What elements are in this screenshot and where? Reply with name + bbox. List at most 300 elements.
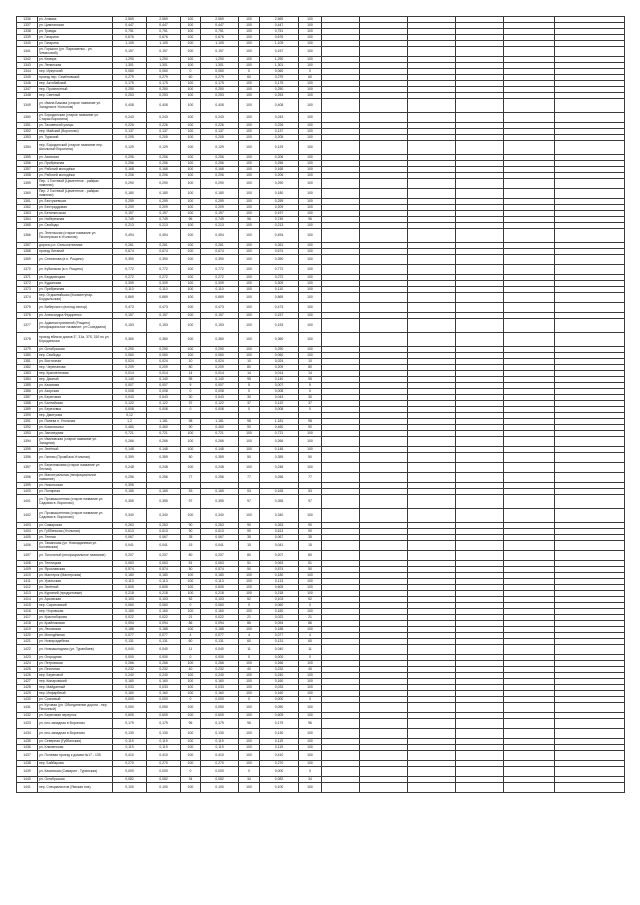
row-number-cell: 1392 [17, 425, 38, 431]
value-cell: 0,100 [260, 783, 299, 793]
value-cell: 0,209 [260, 205, 299, 211]
value-cell: 0,494 [260, 229, 299, 243]
value-cell: 15 [181, 541, 201, 551]
value-cell: 0,179 [113, 719, 147, 729]
value-cell: 100 [181, 255, 201, 265]
street-name-cell: ул. Березовка [38, 407, 113, 413]
value-cell: 100 [299, 591, 322, 597]
value-cell: 0,160 [201, 691, 239, 697]
value-cell: 100 [299, 23, 322, 29]
value-cell: 0,460 [147, 425, 181, 431]
empty-cell [360, 255, 408, 265]
value-cell: 0,360 [147, 333, 181, 347]
value-cell: 0,165 [147, 489, 181, 495]
empty-cell [456, 463, 504, 473]
value-cell: 100 [299, 167, 322, 173]
value-cell: 0,007 [260, 383, 299, 389]
row-number-cell: 1361 [17, 199, 38, 205]
value-cell: 95 [299, 377, 322, 383]
street-name-cell: проезд Литаний [38, 249, 113, 255]
value-cell: 100 [239, 265, 260, 275]
value-cell: 5 [299, 383, 322, 389]
value-cell: 0,060 [260, 603, 299, 609]
value-cell: 0,148 [201, 447, 239, 453]
value-cell: 0,207 [113, 551, 147, 561]
value-cell: 0,263 [113, 523, 147, 529]
table-row [17, 293, 625, 303]
value-cell: 100 [239, 93, 260, 99]
value-cell: 0,359 [260, 453, 299, 463]
value-cell: 0,218 [113, 591, 147, 597]
value-cell: 0,674 [113, 249, 147, 255]
value-cell: 98 [239, 419, 260, 425]
value-cell: 0,131 [260, 639, 299, 645]
row-number-cell: 1359 [17, 179, 38, 189]
value-cell: 90 [239, 523, 260, 529]
value-cell: 100 [239, 347, 260, 353]
street-name-cell: ул. Песочная [38, 667, 113, 673]
street-name-cell: проезд пер. Семёновский [38, 75, 113, 81]
value-cell: 0,110 [260, 287, 299, 293]
value-cell: 0,263 [147, 523, 181, 529]
value-cell: 0,355 [113, 495, 147, 509]
row-number-cell: 1353 [17, 135, 38, 141]
empty-cell [322, 645, 360, 655]
value-cell: 0,248 [147, 463, 181, 473]
value-cell: 0,160 [113, 691, 147, 697]
value-cell: 0,000 [260, 655, 299, 661]
value-cell: 100 [239, 573, 260, 579]
empty-cell [408, 333, 456, 347]
table-row [17, 99, 625, 113]
row-number-cell: 1350 [17, 113, 38, 123]
table-row [17, 333, 625, 347]
row-number-cell: 1397 [17, 463, 38, 473]
value-cell: 100 [181, 347, 201, 353]
value-cell: 15 [239, 541, 260, 551]
value-cell: 1,290 [147, 57, 181, 63]
value-cell: 0 [299, 69, 322, 75]
value-cell: 0,460 [113, 425, 147, 431]
value-cell: 0,180 [260, 189, 299, 199]
street-name-cell: ул. Азорская [38, 389, 113, 395]
empty-cell [322, 541, 360, 551]
value-cell: 0,040 [147, 645, 181, 655]
value-cell: 0,240 [113, 673, 147, 679]
value-cell: 0,473 [260, 303, 299, 313]
empty-cell [408, 99, 456, 113]
value-cell: 0,751 [113, 29, 147, 35]
table-row [17, 751, 625, 761]
value-cell: 90 [181, 523, 201, 529]
value-cell: 96 [181, 217, 201, 223]
value-cell: 100 [181, 243, 201, 249]
street-name-cell: ул. Кудыпская [38, 281, 113, 287]
value-cell: 100 [239, 249, 260, 255]
value-cell: 100 [299, 155, 322, 161]
empty-cell [408, 437, 456, 447]
street-name-cell: ул. Октябрьская [38, 347, 113, 353]
street-name-cell: ул. Азовская [38, 155, 113, 161]
value-cell: 0 [239, 767, 260, 777]
value-cell: 0,290 [113, 179, 147, 189]
empty-cell [504, 473, 555, 483]
street-name-cell: ул. Тахавеской улицы [38, 123, 113, 129]
value-cell: 60 [239, 639, 260, 645]
value-cell: 0,574 [201, 567, 239, 573]
row-number-cell: 1362 [17, 205, 38, 211]
value-cell: 96 [239, 217, 260, 223]
value-cell: 100 [181, 627, 201, 633]
street-name-cell: пер. Иркутский [38, 69, 113, 75]
value-cell: 0,869 [113, 293, 147, 303]
value-cell: 5 [239, 383, 260, 389]
value-cell: 0,213 [201, 223, 239, 229]
value-cell: 0 [299, 603, 322, 609]
value-cell: 100 [299, 685, 322, 691]
row-number-cell: 1379 [17, 347, 38, 353]
value-cell: 0,473 [113, 303, 147, 313]
empty-cell [456, 767, 504, 777]
value-cell: 0,674 [201, 249, 239, 255]
street-name-cell: ул. Зелёный [38, 447, 113, 453]
value-cell: 0,494 [201, 229, 239, 243]
value-cell: 37 [239, 401, 260, 407]
value-cell: 90 [299, 529, 322, 535]
value-cell: 77 [181, 473, 201, 483]
row-number-cell: 1423 [17, 655, 38, 661]
value-cell: 1,181 [260, 419, 299, 425]
value-cell: 0,259 [113, 199, 147, 205]
value-cell: 100 [299, 313, 322, 319]
value-cell: 0,243 [147, 113, 181, 123]
empty-cell [322, 767, 360, 777]
value-cell: 0,175 [201, 81, 239, 87]
value-cell: 100 [299, 691, 322, 697]
empty-cell [456, 719, 504, 729]
street-name-cell: пер. Инфарбный [38, 691, 113, 697]
row-number-cell: 1358 [17, 173, 38, 179]
value-cell: 0,130 [113, 729, 147, 739]
value-cell: 100 [239, 255, 260, 265]
value-cell: 40 [181, 667, 201, 673]
value-cell: 0,050 [201, 703, 239, 713]
value-cell: 0,175 [113, 81, 147, 87]
value-cell: 0,033 [260, 685, 299, 691]
empty-cell [504, 751, 555, 761]
value-cell: 0,148 [147, 447, 181, 453]
row-number-cell: 1336 [17, 17, 38, 23]
value-cell: 100 [299, 189, 322, 199]
street-name-cell: ул. Промышленная (старое название ул. Садовая в. Вороново) [38, 509, 113, 523]
value-cell: 0,197 [147, 211, 181, 217]
row-number-cell: 1352 [17, 129, 38, 135]
empty-cell [322, 179, 360, 189]
value-cell: 0,067 [201, 535, 239, 541]
empty-cell [555, 179, 625, 189]
value-cell: 0,256 [113, 473, 147, 483]
empty-cell [456, 509, 504, 523]
empty-cell [408, 509, 456, 523]
value-cell: 0,033 [201, 685, 239, 691]
value-cell: 100 [299, 199, 322, 205]
value-cell: 0,137 [113, 129, 147, 135]
empty-cell [456, 495, 504, 509]
value-cell: 0 [181, 697, 201, 703]
value-cell: 100 [181, 585, 201, 591]
row-number-cell: 1376 [17, 313, 38, 319]
value-cell: 21 [239, 615, 260, 621]
value-cell: 0,175 [147, 81, 181, 87]
value-cell: 0,240 [260, 673, 299, 679]
value-cell: 100 [239, 155, 260, 161]
value-cell: 0,160 [201, 679, 239, 685]
empty-cell [555, 463, 625, 473]
value-cell: 34 [299, 777, 322, 783]
empty-cell [360, 179, 408, 189]
value-cell: 100 [181, 99, 201, 113]
value-cell: 100 [181, 447, 201, 453]
value-cell: 100 [181, 679, 201, 685]
empty-cell [555, 509, 625, 523]
row-number-cell: 1413 [17, 591, 38, 597]
value-cell: 100 [181, 123, 201, 129]
empty-cell [555, 751, 625, 761]
value-cell: 0,008 [147, 407, 181, 413]
value-cell: 100 [181, 303, 201, 313]
value-cell: 0,180 [147, 573, 181, 579]
street-name-cell: ул. Петровская [38, 661, 113, 667]
value-cell: 100 [299, 141, 322, 155]
empty-cell [504, 47, 555, 57]
street-name-cell: ул. Магистральная (неофициальное название) [38, 473, 113, 483]
row-number-cell: 1344 [17, 69, 38, 75]
value-cell: 0,060 [113, 603, 147, 609]
row-number-cell: 1400 [17, 489, 38, 495]
value-cell: 100 [181, 293, 201, 303]
value-cell: 0,390 [201, 255, 239, 265]
row-number-cell: 1360 [17, 189, 38, 199]
empty-cell [360, 751, 408, 761]
value-cell: 2,569 [260, 17, 299, 23]
street-name-cell: ул. Гагарина [38, 41, 113, 47]
value-cell: 100 [239, 783, 260, 793]
value-cell: 0,160 [147, 691, 181, 697]
value-cell: 0,043 [260, 395, 299, 401]
row-number-cell: 1409 [17, 567, 38, 573]
value-cell: 14 [239, 371, 260, 377]
row-number-cell: 1342 [17, 57, 38, 63]
empty-cell [504, 99, 555, 113]
value-cell: 0,270 [201, 761, 239, 767]
row-number-cell: 1385 [17, 383, 38, 389]
street-name-cell: ул. Травды [38, 29, 113, 35]
street-name-cell: ул. Бетанкесская [38, 211, 113, 217]
row-number-cell: 1355 [17, 155, 38, 161]
street-name-cell: пер. Специалистов (Ямская пов) [38, 783, 113, 793]
value-cell: 0,243 [260, 113, 299, 123]
value-cell: 0,272 [147, 275, 181, 281]
value-cell: 0,605 [113, 713, 147, 719]
value-cell: 0,082 [201, 777, 239, 783]
street-name-cell: ул. Тенная [38, 535, 113, 541]
row-number-cell: 1393 [17, 431, 38, 437]
value-cell: 0,359 [113, 453, 147, 463]
street-name-cell: ул. Сосновый [38, 697, 113, 703]
row-number-cell: 1387 [17, 395, 38, 401]
empty-cell [555, 265, 625, 275]
value-cell: 0,206 [113, 173, 147, 179]
value-cell: 97 [299, 495, 322, 509]
row-number-cell: 1394 [17, 437, 38, 447]
street-name-cell: ул. Северная (Губбинская) [38, 739, 113, 745]
value-cell: 0,447 [147, 23, 181, 29]
empty-cell [360, 99, 408, 113]
value-cell: 0,060 [201, 603, 239, 609]
value-cell: 100 [299, 585, 322, 591]
value-cell: 4 [181, 633, 201, 639]
value-cell: 0,040 [201, 645, 239, 655]
value-cell: 86 [299, 621, 322, 627]
street-name-cell: ул. Березняковая (старое название ул. Лесная) [38, 463, 113, 473]
value-cell: 0,721 [147, 431, 181, 437]
value-cell: 0,060 [147, 603, 181, 609]
value-cell: 0,270 [260, 761, 299, 767]
value-cell: 0,250 [260, 87, 299, 93]
empty-cell [408, 453, 456, 463]
street-name-cell: ул. Молодёжная [38, 633, 113, 639]
value-cell: 37 [299, 401, 322, 407]
value-cell: 0,256 [260, 473, 299, 483]
value-cell: 100 [239, 275, 260, 281]
value-cell: 0,000 [201, 767, 239, 777]
empty-cell [504, 645, 555, 655]
value-cell: 0,248 [260, 463, 299, 473]
value-cell: 34 [181, 777, 201, 783]
value-cell: 100 [299, 41, 322, 47]
street-name-cell: ул. Промышленная (старое название ул. Садовая в. Вороново) [38, 495, 113, 509]
row-number-cell: 1381 [17, 359, 38, 365]
value-cell: 0,179 [260, 719, 299, 729]
value-cell: 0,000 [113, 767, 147, 777]
value-cell: 100 [299, 627, 322, 633]
value-cell: 100 [239, 47, 260, 57]
value-cell: 0,119 [201, 739, 239, 745]
row-number-cell: 1441 [17, 783, 38, 793]
street-name-cell: ул. Ивана Бажова (старое название ул. Загадная в Угольном) [38, 99, 113, 113]
value-cell: 0,360 [113, 333, 147, 347]
street-name-cell: ул. Самарская [38, 523, 113, 529]
empty-cell [504, 463, 555, 473]
value-cell: 0,290 [147, 347, 181, 353]
value-cell: 0,473 [147, 303, 181, 313]
empty-cell [322, 319, 360, 333]
empty-cell [456, 303, 504, 313]
row-number-cell: 1345 [17, 75, 38, 81]
value-cell: 0,410 [201, 751, 239, 761]
value-cell: 0,180 [201, 189, 239, 199]
empty-cell [504, 551, 555, 561]
value-cell: 0,279 [147, 75, 181, 81]
value-cell: 0,043 [201, 395, 239, 401]
value-cell: 0,248 [201, 463, 239, 473]
row-number-cell: 1365 [17, 223, 38, 229]
row-number-cell: 1354 [17, 141, 38, 155]
value-cell: 100 [299, 129, 322, 135]
value-cell: 0,676 [260, 35, 299, 41]
street-name-cell: ул. Рабочей молодёжи [38, 173, 113, 179]
street-name-cell: ул. Свободы [38, 223, 113, 229]
empty-cell [408, 319, 456, 333]
value-cell: 100 [181, 63, 201, 69]
value-cell: 97 [181, 495, 201, 509]
row-number-cell: 1439 [17, 767, 38, 777]
row-number-cell: 1373 [17, 287, 38, 293]
value-cell: 0 [181, 389, 201, 395]
value-cell: 0,131 [201, 639, 239, 645]
value-cell: 0,022 [201, 615, 239, 621]
empty-cell [322, 293, 360, 303]
value-cell: 0,060 [260, 353, 299, 359]
value-cell: 0,024 [147, 359, 181, 365]
value-cell: 100 [181, 353, 201, 359]
value-cell: 0,613 [201, 529, 239, 535]
empty-cell [504, 767, 555, 777]
value-cell: 0,007 [147, 383, 181, 389]
value-cell: 100 [181, 333, 201, 347]
value-cell: 0,721 [260, 431, 299, 437]
value-cell: 0 [239, 603, 260, 609]
value-cell: 0,165 [201, 489, 239, 495]
value-cell: 80 [299, 365, 322, 371]
value-cell: 100 [239, 745, 260, 751]
empty-cell [322, 47, 360, 57]
value-cell: 100 [299, 509, 322, 523]
value-cell: 0,250 [113, 87, 147, 93]
table-row [17, 703, 625, 713]
empty-cell [408, 473, 456, 483]
value-cell: 0,130 [147, 729, 181, 739]
value-cell: 100 [181, 739, 201, 745]
value-cell: 0,279 [113, 75, 147, 81]
empty-cell [504, 113, 555, 123]
value-cell: 0,000 [201, 697, 239, 703]
value-cell: 100 [239, 229, 260, 243]
value-cell: 0,024 [113, 359, 147, 365]
row-number-cell: 1421 [17, 639, 38, 645]
value-cell: 100 [299, 173, 322, 179]
value-cell: 1,301 [260, 63, 299, 69]
table-row [17, 189, 625, 199]
empty-cell [408, 719, 456, 729]
value-cell: 0,060 [113, 69, 147, 75]
value-cell: 0,103 [147, 597, 181, 603]
value-cell: 100 [299, 255, 322, 265]
value-cell: 100 [181, 205, 201, 211]
value-cell: 0,613 [147, 529, 181, 535]
row-number-cell: 1408 [17, 561, 38, 567]
value-cell: 0,131 [113, 639, 147, 645]
value-cell: 0 [299, 697, 322, 703]
value-cell: 0,000 [260, 767, 299, 777]
street-name-cell: ул. Цимлянская [38, 23, 113, 29]
value-cell: 0,188 [201, 627, 239, 633]
value-cell: 100 [181, 57, 201, 63]
empty-cell [360, 463, 408, 473]
empty-cell [555, 551, 625, 561]
street-name-cell: пер. Майский (Вороново) [38, 129, 113, 135]
value-cell: 0,014 [260, 371, 299, 377]
